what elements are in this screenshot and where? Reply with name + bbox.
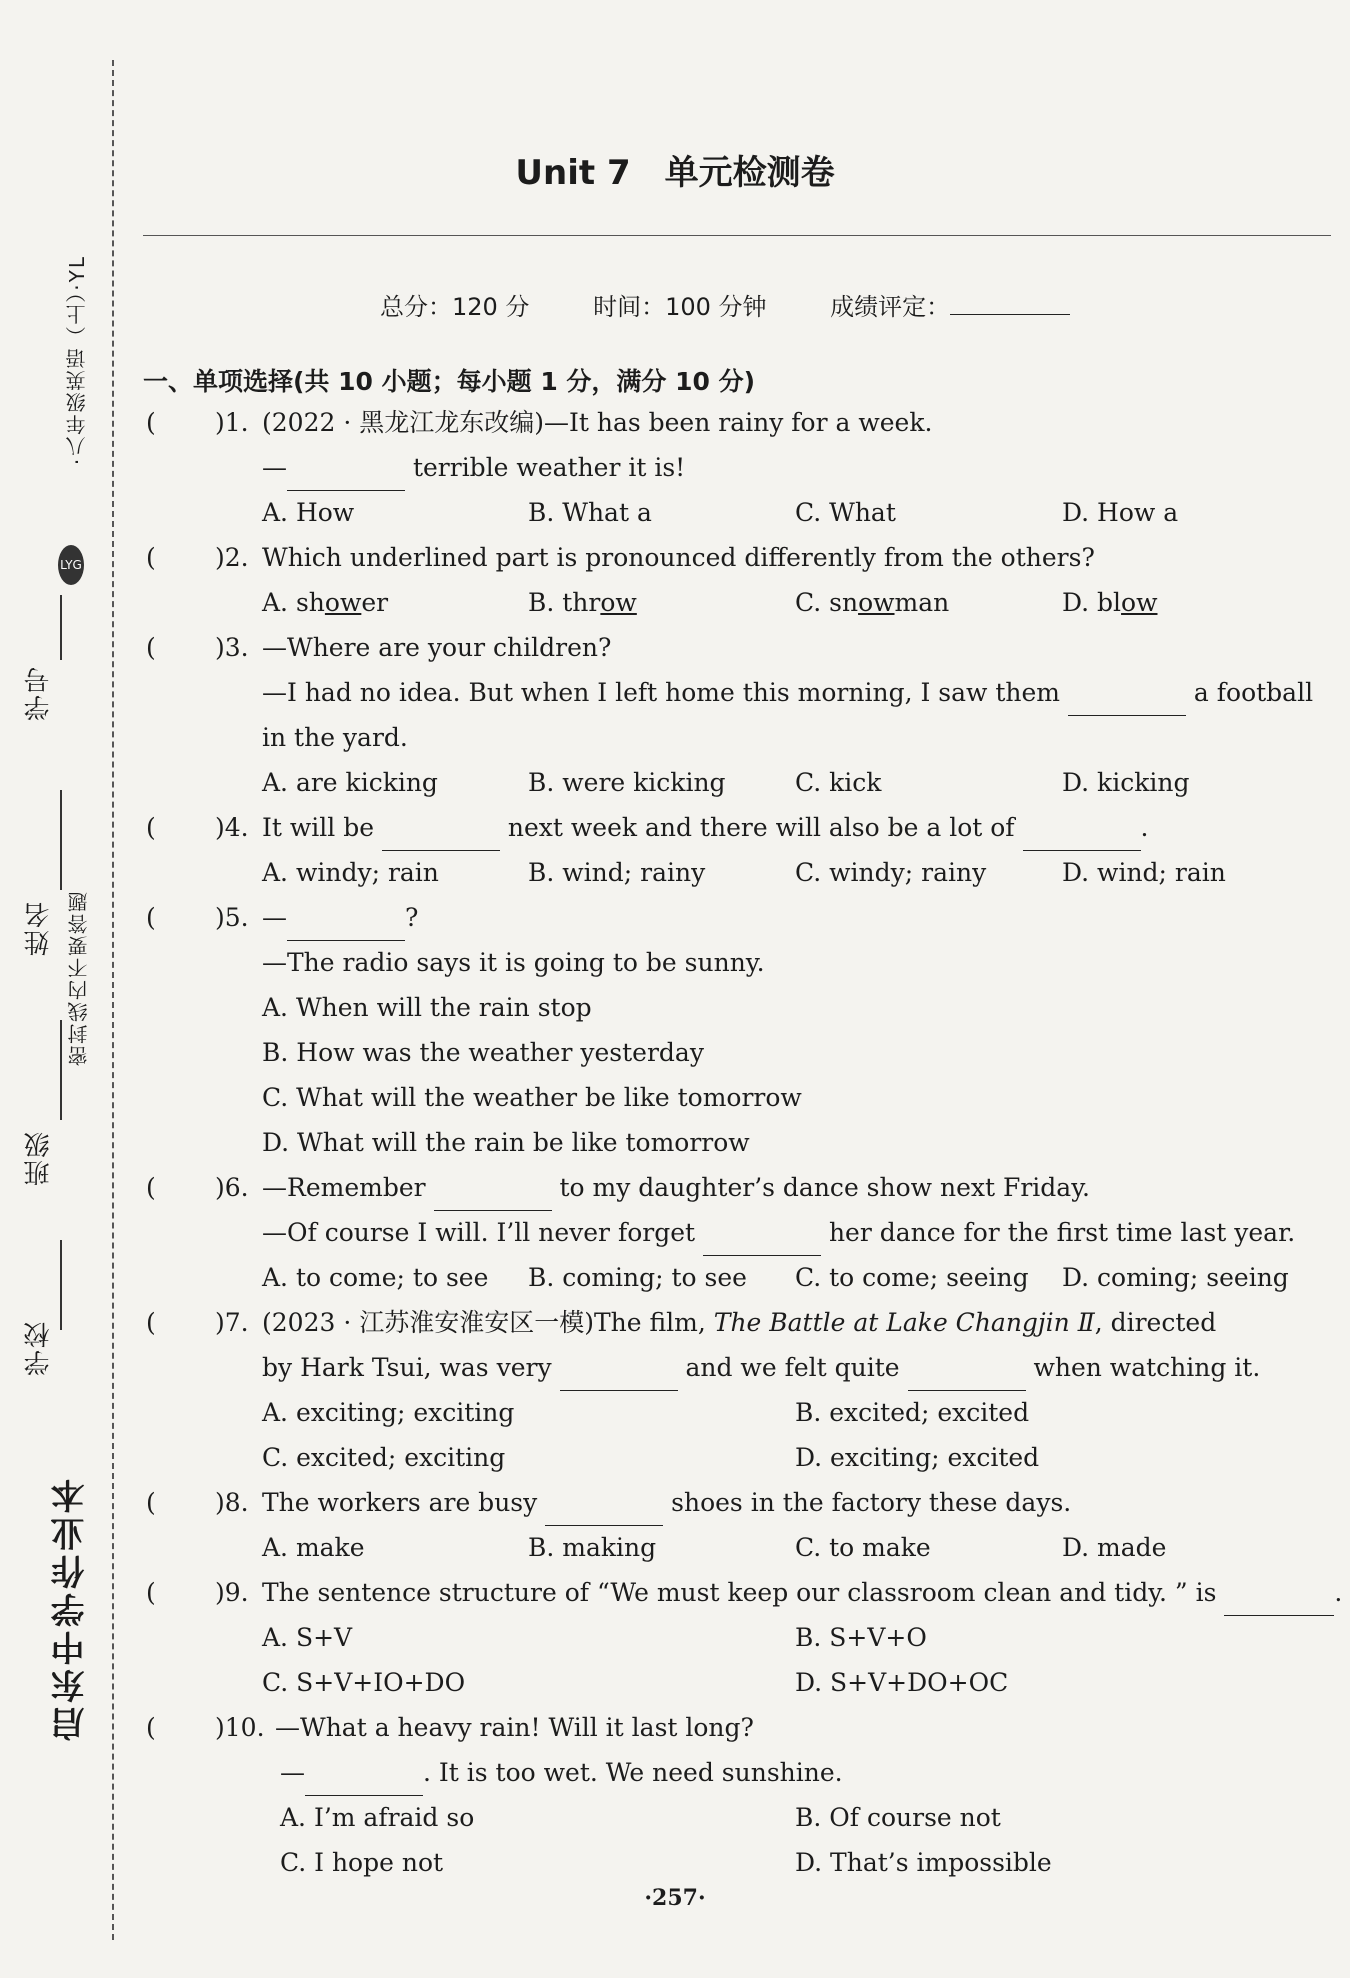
question-number: )8. <box>215 1488 249 1517</box>
book-name: 启东中学作业本 <box>51 1475 91 1741</box>
option-a: A. How <box>262 498 355 527</box>
option-c: C. to make <box>795 1533 931 1562</box>
question-stem: It will be next week and there will also be a lot of . <box>262 805 1148 851</box>
page-number: ·257· <box>644 1885 706 1911</box>
answer-paren: ( <box>146 1713 156 1742</box>
total-score: 总分：120 分 <box>380 293 530 321</box>
answer-blank <box>287 895 405 941</box>
option-d: D. What will the rain be like tomorrow <box>262 1128 750 1157</box>
answer-blank <box>434 1165 552 1211</box>
question-number: )6. <box>215 1173 249 1202</box>
name-label: 姓名 <box>24 900 54 956</box>
question-stem: The sentence structure of “We must keep our classroom clean and tidy. ” is . <box>262 1570 1342 1616</box>
option-b: B. What a <box>528 498 652 527</box>
question-stem: —Where are your children? <box>262 633 612 662</box>
question-line-2: —The radio says it is going to be sunny. <box>262 948 765 977</box>
page-title: Unit 7 单元检测卷 <box>515 153 835 193</box>
answer-paren: ( <box>146 1308 156 1337</box>
lyg-badge: LYG <box>58 545 84 585</box>
option-d: D. wind; rain <box>1062 858 1226 887</box>
question-number: )1. <box>215 408 249 437</box>
option-d: D. coming; seeing <box>1062 1263 1289 1292</box>
option-c: C. What will the weather be like tomorrow <box>262 1083 802 1112</box>
option-d: D. blow <box>1062 588 1158 617</box>
question-number: )4. <box>215 813 249 842</box>
option-c: C. to come; seeing <box>795 1263 1029 1292</box>
answer-blank <box>1068 670 1186 716</box>
answer-blank <box>908 1345 1026 1391</box>
option-c: C. What <box>795 498 896 527</box>
class-blank <box>60 1020 62 1120</box>
answer-paren: ( <box>146 408 156 437</box>
answer-paren: ( <box>146 543 156 572</box>
answer-blank <box>560 1345 678 1391</box>
question-stem: —Remember to my daughter’s dance show next Friday. <box>262 1165 1090 1211</box>
option-a: A. windy; rain <box>262 858 439 887</box>
question-stem: Which underlined part is pronounced differently from the others? <box>262 543 1095 572</box>
answer-paren: ( <box>146 1173 156 1202</box>
question-line-2: —I had no idea. But when I left home this morning, I saw them a football <box>262 670 1313 716</box>
school-blank <box>60 1240 62 1330</box>
answer-blank <box>382 805 500 851</box>
question-stem: — ? <box>262 895 418 941</box>
question-number: )3. <box>215 633 249 662</box>
grade-label: 成绩评定： <box>830 293 951 321</box>
option-a: A. to come; to see <box>262 1263 489 1292</box>
question-number: )9. <box>215 1578 249 1607</box>
name-blank <box>60 790 62 890</box>
option-c: C. excited; exciting <box>262 1443 506 1472</box>
question-line-2: —Of course I will. I’ll never forget her dance for the first time last year. <box>262 1210 1295 1256</box>
seal-note: 密封线内不要答题 <box>67 890 91 1066</box>
option-b: B. S+V+O <box>795 1623 927 1652</box>
question-stem: (2023 · 江苏淮安淮安区一模)The film, The Battle at Lake Changjin Ⅱ, directed <box>262 1308 1217 1337</box>
option-d: D. How a <box>1062 498 1179 527</box>
edition-label: ·八年级英语（上）·YL <box>65 255 89 466</box>
option-b: B. throw <box>528 588 637 617</box>
film-title: The Battle at Lake Changjin Ⅱ <box>713 1308 1095 1337</box>
answer-paren: ( <box>146 1578 156 1607</box>
answer-paren: ( <box>146 633 156 662</box>
id-blank <box>60 595 62 660</box>
option-c: C. kick <box>795 768 882 797</box>
question-number: )10. <box>215 1713 265 1742</box>
option-c: C. I hope not <box>280 1848 444 1877</box>
answer-blank <box>703 1210 821 1256</box>
option-a: A. are kicking <box>262 768 438 797</box>
time-limit: 时间：100 分钟 <box>593 293 767 321</box>
grade-blank <box>950 314 1070 315</box>
question-line-2: by Hark Tsui, was very and we felt quite when watching it. <box>262 1345 1260 1391</box>
title-divider <box>143 235 1331 236</box>
question-number: )5. <box>215 903 249 932</box>
option-a: A. shower <box>262 588 389 617</box>
answer-paren: ( <box>146 1488 156 1517</box>
binding-margin <box>0 0 118 1978</box>
option-d: D. S+V+DO+OC <box>795 1668 1009 1697</box>
option-d: D. kicking <box>1062 768 1190 797</box>
option-a: A. make <box>262 1533 365 1562</box>
option-c: C. snowman <box>795 588 950 617</box>
option-b: B. were kicking <box>528 768 726 797</box>
answer-paren: ( <box>146 903 156 932</box>
option-b: B. Of course not <box>795 1803 1001 1832</box>
option-b: B. making <box>528 1533 657 1562</box>
question-number: )7. <box>215 1308 249 1337</box>
question-line-2: — terrible weather it is! <box>262 445 685 491</box>
question-number: )2. <box>215 543 249 572</box>
option-b: B. coming; to see <box>528 1263 747 1292</box>
question-stem: —What a heavy rain! Will it last long? <box>275 1713 754 1742</box>
answer-blank <box>545 1480 663 1526</box>
option-a: A. When will the rain stop <box>262 993 592 1022</box>
seal-dashed-line <box>112 60 114 1940</box>
option-d: D. made <box>1062 1533 1167 1562</box>
option-b: B. How was the weather yesterday <box>262 1038 704 1067</box>
answer-blank <box>1224 1570 1334 1616</box>
question-stem: (2022 · 黑龙江龙东改编)—It has been rainy for a week. <box>262 408 933 437</box>
option-b: B. wind; rainy <box>528 858 706 887</box>
section-title: 一、单项选择(共 10 小题；每小题 1 分，满分 10 分) <box>143 367 756 396</box>
question-line-2: — . It is too wet. We need sunshine. <box>280 1750 843 1796</box>
score-info <box>380 287 1070 322</box>
answer-blank <box>305 1750 423 1796</box>
option-b: B. excited; excited <box>795 1398 1030 1427</box>
id-label: 学号 <box>24 665 54 721</box>
school-label: 学校 <box>24 1320 54 1376</box>
answer-blank <box>287 445 405 491</box>
option-c: C. S+V+IO+DO <box>262 1668 466 1697</box>
answer-paren: ( <box>146 813 156 842</box>
option-d: D. exciting; excited <box>795 1443 1040 1472</box>
question-line-3: in the yard. <box>262 723 408 752</box>
option-c: C. windy; rainy <box>795 858 987 887</box>
option-a: A. S+V <box>262 1623 353 1652</box>
option-a: A. I’m afraid so <box>280 1803 475 1832</box>
class-label: 班级 <box>24 1130 54 1186</box>
option-a: A. exciting; exciting <box>262 1398 515 1427</box>
answer-blank <box>1023 805 1141 851</box>
question-stem: The workers are busy shoes in the factory these days. <box>262 1480 1071 1526</box>
option-d: D. That’s impossible <box>795 1848 1052 1877</box>
